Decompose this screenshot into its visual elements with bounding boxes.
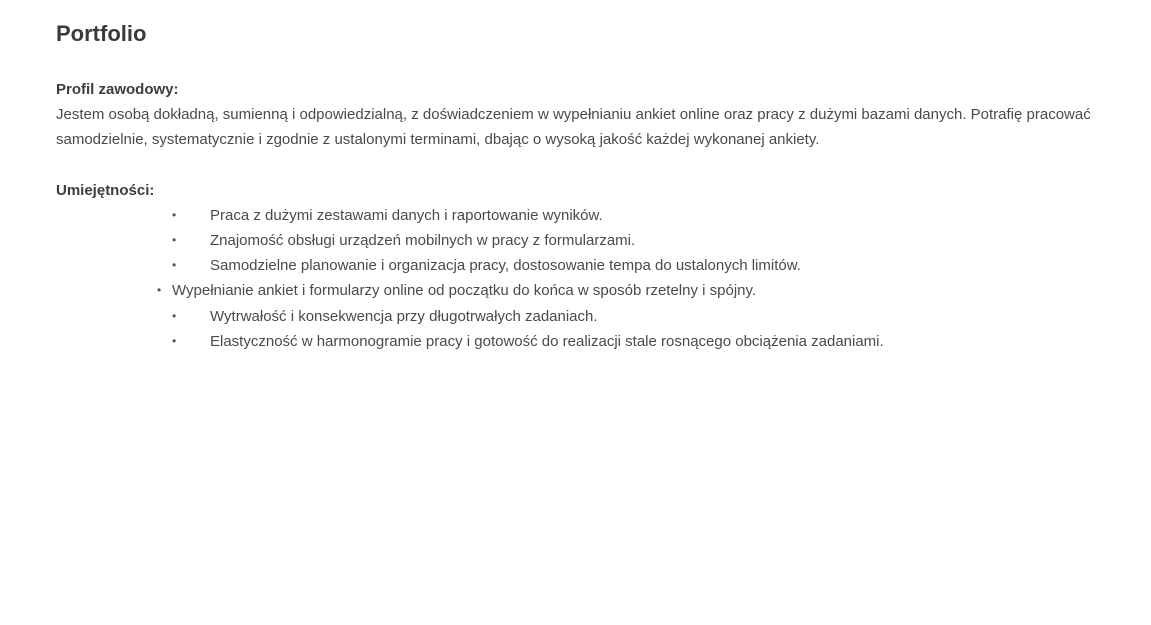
portfolio-document	[56, 18, 1116, 354]
list-item	[56, 329, 1116, 354]
list-item	[56, 304, 1116, 329]
bullet-icon: •	[172, 258, 177, 273]
list-item	[56, 253, 1116, 278]
list-item-text: Wytrwałość i konsekwencja przy długotrwałych zadaniach.	[210, 307, 598, 325]
list-item-text: Wypełnianie ankiet i formularzy online od początku do końca w sposób rzetelny i spójny.	[172, 282, 757, 300]
list-item	[56, 278, 1116, 303]
list-item	[56, 203, 1116, 228]
bullet-icon: •	[172, 232, 177, 247]
bullet-icon: •	[172, 334, 177, 349]
list-item-text: Praca z dużymi zestawami danych i raportowanie wyników.	[210, 206, 603, 224]
skills-list	[56, 203, 1116, 355]
bullet-icon: •	[172, 207, 177, 222]
list-item-text: Elastyczność w harmonogramie pracy i gotowość do realizacji stale rosnącego obciążenia zadaniami.	[210, 333, 884, 351]
list-item-text: Znajomość obsługi urządzeń mobilnych w pracy z formularzami.	[210, 231, 636, 249]
skills-heading: Umiejętności:	[56, 181, 155, 199]
bullet-icon: •	[172, 308, 177, 323]
profile-text: Jestem osobą dokładną, sumienną i odpowiedzialną, z doświadczeniem w wypełnianiu ankiet online oraz pracy z dużymi bazami danych. Potrafię pracować samodzielnie, systematycznie i zgodnie z ustalonymi terminami, dbając o wysoką jakość każdej wykonanej ankiety.	[56, 106, 1091, 149]
list-item	[56, 228, 1116, 253]
bullet-icon: •	[157, 283, 162, 298]
page-title: Portfolio	[56, 21, 147, 46]
list-item-text: Samodzielne planowanie i organizacja pracy, dostosowanie tempa do ustalonych limitów.	[210, 257, 801, 275]
profile-heading: Profil zawodowy:	[56, 81, 179, 98]
